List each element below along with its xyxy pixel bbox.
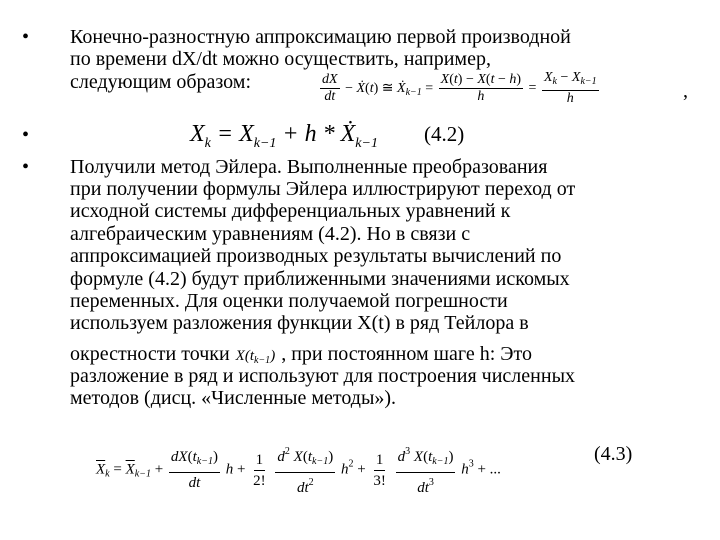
equation-label-4-2: (4.2) xyxy=(424,122,465,146)
bullet-3-line-7: переменных. Для оценки получаемой погрешности xyxy=(70,290,508,312)
derivative-approximation-formula: $\frac{dX}{dt}$ − Ẋ(t) ≅ Ẋ$_{k-1}$ = $\frac{X(t) - X(t - h)}{h}$ = $\frac{X_k - X_{k-1}}{h}$ xyxy=(322,70,597,106)
bullet-1-line-3: следующим образом: xyxy=(70,71,252,93)
bullet-3-line-2: при получении формулы Эйлера иллюстрируют переход от xyxy=(70,178,576,200)
bullet-2-marker: • xyxy=(22,124,30,146)
bullet-3-line-3: исходной системы дифференциальных уравнений к xyxy=(70,200,511,222)
bullet-3-line-9-end: , при постоянном шаге h: Это xyxy=(281,343,532,365)
point-formula: $X(t_{k-1})$ xyxy=(235,348,276,366)
bullet-3-line-11: методов (дисц. «Численные методы»). xyxy=(70,387,397,409)
bullet-3-line-10: разложение в ряд и используют для построения численных xyxy=(70,365,575,387)
formula-trailing-comma: , xyxy=(683,80,688,102)
bullet-3-line-9-start: окрестности точки xyxy=(70,343,230,365)
bullet-3-line-8: используем разложения функции X(t) в ряд Тейлора в xyxy=(70,312,529,334)
bullet-1-marker: • xyxy=(22,26,30,48)
bullet-1-line-1: Конечно-разностную аппроксимацию первой производной xyxy=(70,26,571,48)
bullet-3-marker: • xyxy=(22,156,30,178)
euler-formula: $X_k = X_{k-1} + h$ * Ẋ$_{k-1}$ xyxy=(190,121,378,151)
bullet-3-line-4: алгебраическим уравнениям (4.2). Но в связи с xyxy=(70,223,471,245)
taylor-series-formula: $\overline{X}_k = \overline{X}_{k-1}$ + $\frac{dX(t_{k-1})}{dt}$ h + $\frac{1}{2!}$ $\frac{d^2 X(t_{k-1})}{dt^2}$ $h^2$ + $\frac{1}{3!}$ $\frac{d^3 X(t_{k-1})}{dt^3}$ $h^3$ + ... xyxy=(96,442,501,498)
bullet-3-line-5: аппроксимацией производных результаты вычислений по xyxy=(70,245,562,267)
bullet-3-line-6: формуле (4.2) будут приближенными значениями искомых xyxy=(70,268,570,290)
bullet-3-line-1: Получили метод Эйлера. Выполненные преобразования xyxy=(70,156,548,178)
bullet-1-line-2: по времени dX/dt можно осуществить, например, xyxy=(70,48,491,70)
equation-label-4-3: (4.3) xyxy=(594,443,633,465)
